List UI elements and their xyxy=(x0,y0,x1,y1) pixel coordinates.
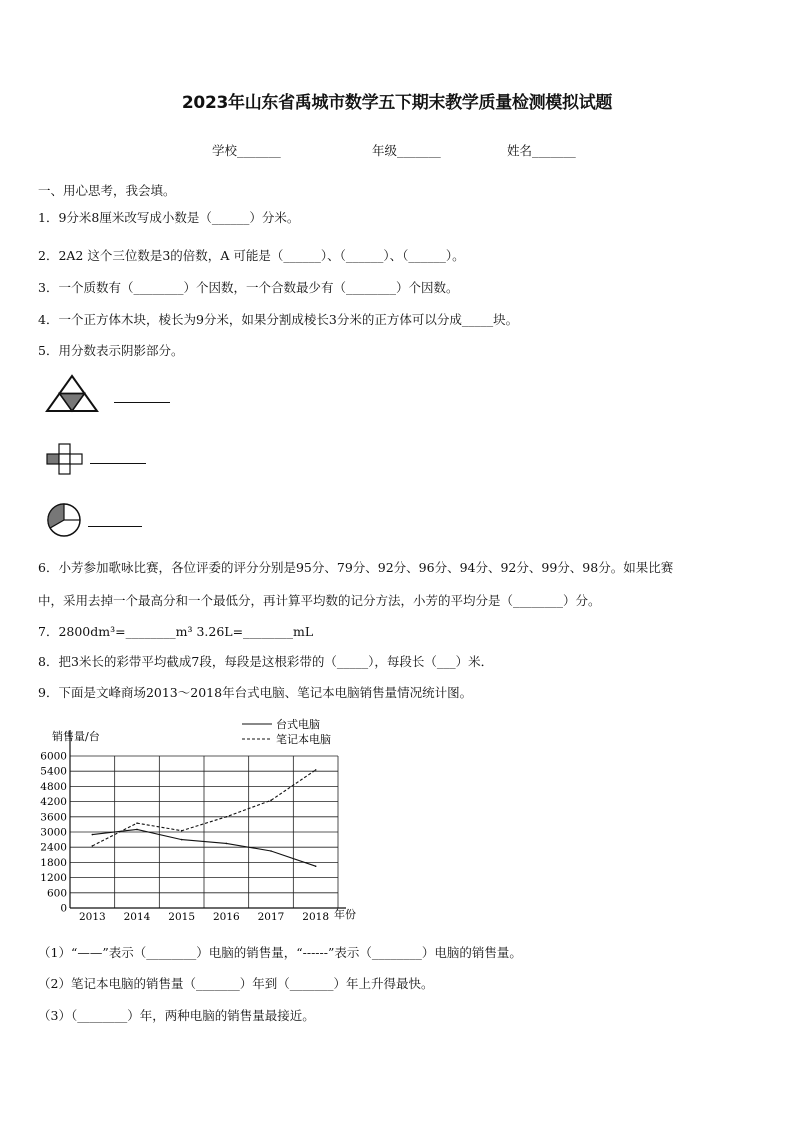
x-tick-label: 2016 xyxy=(212,911,240,923)
data-point xyxy=(270,850,272,852)
data-point xyxy=(136,829,138,831)
x-tick-label: 2014 xyxy=(123,911,151,923)
data-point xyxy=(181,830,183,832)
y-tick-label: 6000 xyxy=(40,750,67,763)
data-point xyxy=(92,845,94,847)
circle-figure xyxy=(40,502,88,538)
answer-line-figure-3[interactable] xyxy=(88,526,142,527)
y-tick-label: 0 xyxy=(60,902,67,915)
y-tick-label: 4200 xyxy=(40,796,67,809)
question-5: 5．用分数表示阴影部分。 xyxy=(38,343,184,358)
y-tick-label: 1800 xyxy=(40,856,67,869)
answer-line-figure-1[interactable] xyxy=(114,402,170,403)
question-6-line-2: 中，采用去掉一个最高分和一个最低分，再计算平均数的记分方法，小芳的平均分是（________）分。 xyxy=(38,593,601,608)
school-field: 学校_______ xyxy=(212,143,281,158)
y-tick-label: 2400 xyxy=(40,841,67,854)
question-4: 4．一个正方体木块，棱长为9分米，如果分割成棱长3分米的正方体可以分成_____块。 xyxy=(38,312,519,327)
question-1: 1．9分米8厘米改写成小数是（______）分米。 xyxy=(38,210,300,225)
data-point xyxy=(92,834,94,836)
question-9-part-3: （3）（________）年，两种电脑的销售量最接近。 xyxy=(38,1008,315,1023)
data-point xyxy=(270,800,272,802)
y-tick-label: 3000 xyxy=(40,826,67,839)
question-9-part-1: （1）“——”表示（________）电脑的销售量，“------”表示（________）电脑的销售量。 xyxy=(38,945,522,960)
question-6-line-1: 6．小芳参加歌咏比赛，各位评委的评分分别是95分、79分、92分、96分、94分、92分、99分、98分。如果比赛 xyxy=(38,560,674,575)
name-field: 姓名_______ xyxy=(507,143,576,158)
x-tick-label: 2018 xyxy=(302,911,330,923)
chart-ticks xyxy=(40,751,329,924)
x-tick-label: 2017 xyxy=(257,911,285,923)
sales-line-chart xyxy=(30,712,370,928)
y-tick-label: 600 xyxy=(46,887,67,900)
question-3: 3．一个质数有（________）个因数，一个合数最少有（________）个因数。 xyxy=(38,280,459,295)
data-point xyxy=(315,769,317,771)
page-title: 2023年山东省禹城市数学五下期末教学质量检测模拟试题 xyxy=(181,93,613,113)
y-tick-label: 1200 xyxy=(40,872,67,885)
grade-field: 年级_______ xyxy=(372,143,441,158)
chart-legend xyxy=(242,717,331,746)
x-tick-label: 2013 xyxy=(78,911,106,923)
chart-grid xyxy=(70,730,346,908)
data-point xyxy=(181,839,183,841)
data-point xyxy=(315,865,317,867)
question-8: 8．把3米长的彩带平均截成7段，每段是这根彩带的（_____），每段长（___）米． xyxy=(38,654,494,669)
legend-label: 笔记本电脑 xyxy=(276,733,331,746)
y-tick-label: 5400 xyxy=(40,765,67,778)
cross-figure xyxy=(44,442,88,476)
question-9-part-2: （2）笔记本电脑的销售量（_______）年到（_______）年上升得最快。 xyxy=(38,976,434,991)
y-tick-label: 4800 xyxy=(40,780,67,793)
data-point xyxy=(226,816,228,818)
y-tick-label: 3600 xyxy=(40,811,67,824)
triangle-figure xyxy=(44,373,100,415)
data-point xyxy=(226,843,228,845)
chart-x-label: 年份 xyxy=(334,908,356,921)
legend-label: 台式电脑 xyxy=(276,718,320,731)
x-tick-label: 2015 xyxy=(168,911,196,923)
section-heading: 一、用心思考，我会填。 xyxy=(38,183,176,198)
question-7: 7．2800dm³=________m³ 3.26L=________mL xyxy=(38,624,314,639)
answer-line-figure-2[interactable] xyxy=(90,463,146,464)
question-9: 9．下面是文峰商场2013～2018年台式电脑、笔记本电脑销售量情况统计图。 xyxy=(38,685,473,700)
question-2: 2．2A2 这个三位数是3的倍数，A 可能是（______）、（______）、（______）。 xyxy=(38,248,465,263)
data-point xyxy=(136,822,138,824)
chart-y-label: 销售量/台 xyxy=(52,730,100,743)
